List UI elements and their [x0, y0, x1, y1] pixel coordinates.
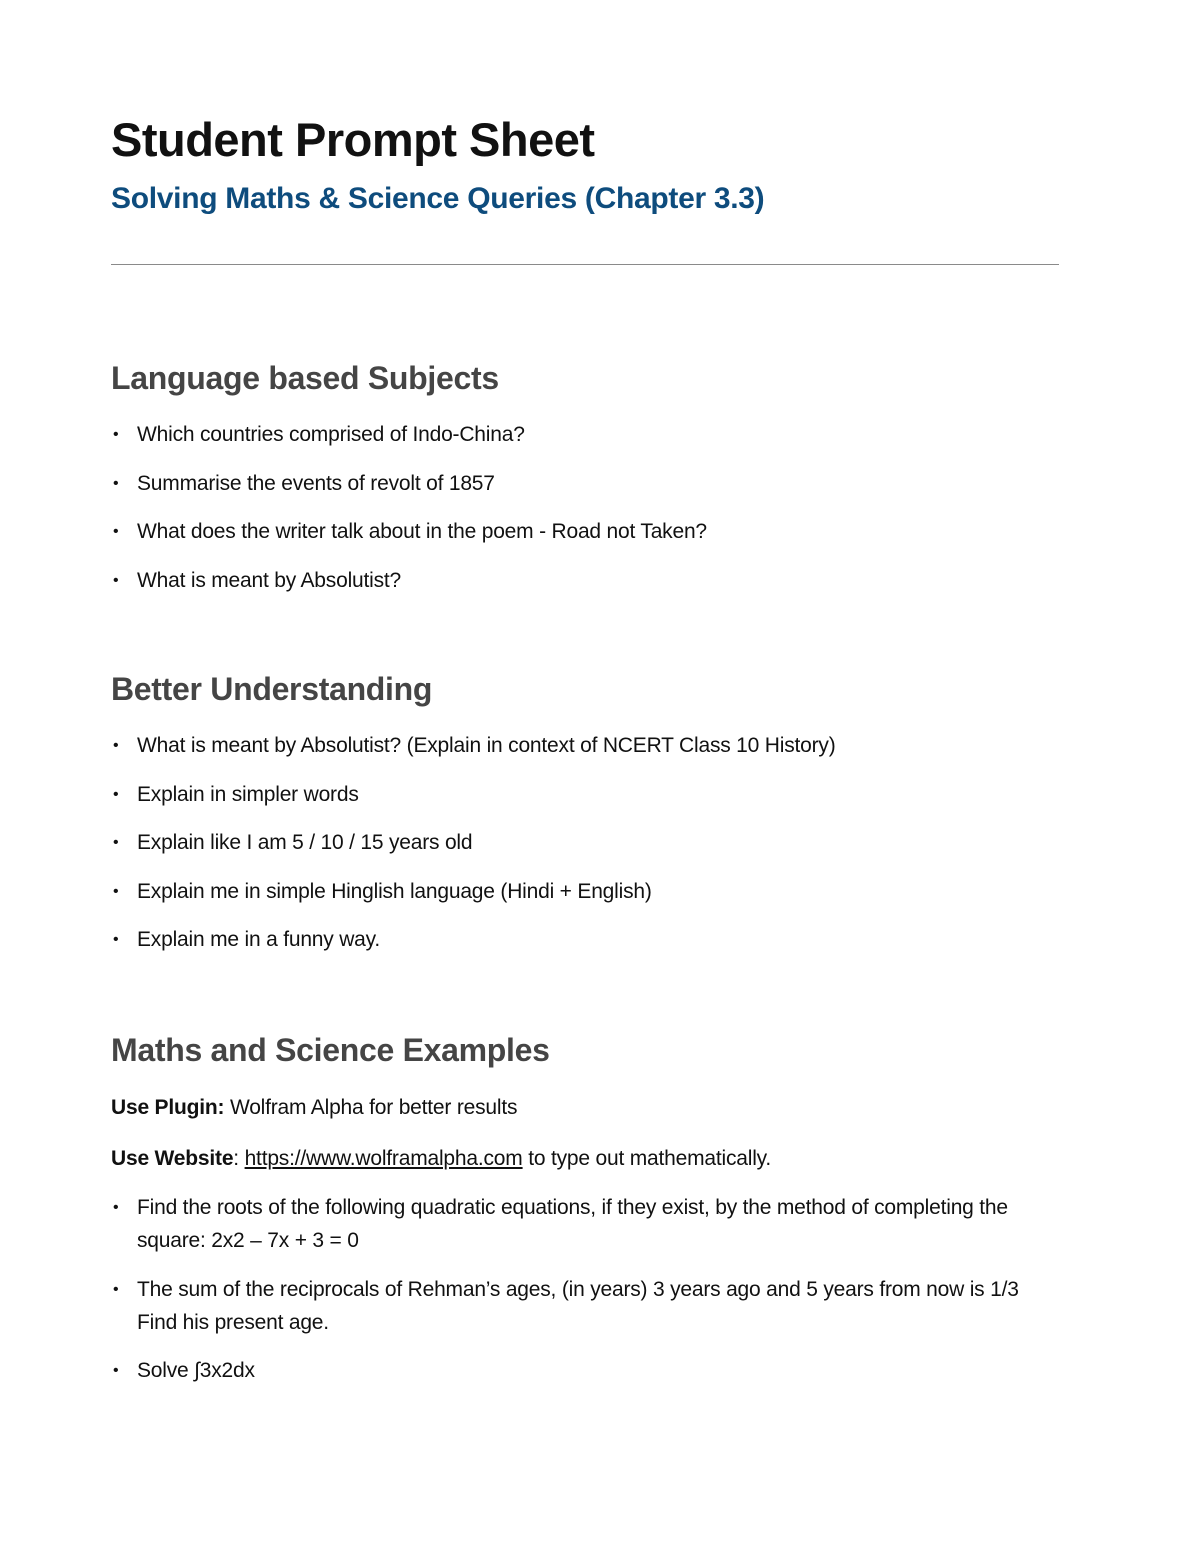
website-colon: : [233, 1147, 245, 1170]
list-item: • Which countries comprised of Indo-China? [111, 418, 1061, 451]
list-item: • Explain me in a funny way. [111, 923, 1061, 956]
page-subtitle: Solving Maths & Science Queries (Chapter 3.3) [111, 182, 765, 215]
list-item: • Explain like I am 5 / 10 / 15 years old [111, 826, 1061, 859]
section-heading-maths: Maths and Science Examples [111, 1032, 550, 1068]
list-item: • What does the writer talk about in the poem - Road not Taken? [111, 515, 1061, 548]
website-label: Use Website [111, 1147, 234, 1170]
list-item: • Solve ∫3x2dx [111, 1354, 1061, 1387]
section-heading-language: Language based Subjects [111, 360, 499, 396]
list-item: • Explain in simpler words [111, 778, 1061, 811]
website-text: to type out mathematically. [522, 1147, 772, 1170]
wolfram-link[interactable]: https://www.wolframalpha.com [244, 1147, 523, 1170]
understanding-prompt-list [111, 729, 1061, 972]
divider [111, 264, 1059, 265]
list-item: • The sum of the reciprocals of Rehman’s ages, (in years) 3 years ago and 5 years from now is 1/3 Find his present age. [111, 1273, 1061, 1339]
plugin-line [111, 1091, 517, 1124]
website-line [111, 1142, 771, 1175]
list-item: • What is meant by Absolutist? (Explain in context of NCERT Class 10 History) [111, 729, 1061, 762]
section-heading-understanding: Better Understanding [111, 671, 433, 707]
language-prompt-list [111, 418, 1061, 612]
plugin-text: Wolfram Alpha for better results [224, 1096, 518, 1119]
page-title: Student Prompt Sheet [111, 113, 595, 166]
maths-prompt-list [111, 1191, 1061, 1403]
list-item: • What is meant by Absolutist? [111, 564, 1061, 597]
list-item: • Explain me in simple Hinglish language (Hindi + English) [111, 875, 1061, 908]
list-item: • Summarise the events of revolt of 1857 [111, 467, 1061, 500]
list-item: • Find the roots of the following quadratic equations, if they exist, by the method of completing the square: 2x2 – 7x + 3 = 0 [111, 1191, 1061, 1257]
plugin-label: Use Plugin: [111, 1096, 225, 1119]
